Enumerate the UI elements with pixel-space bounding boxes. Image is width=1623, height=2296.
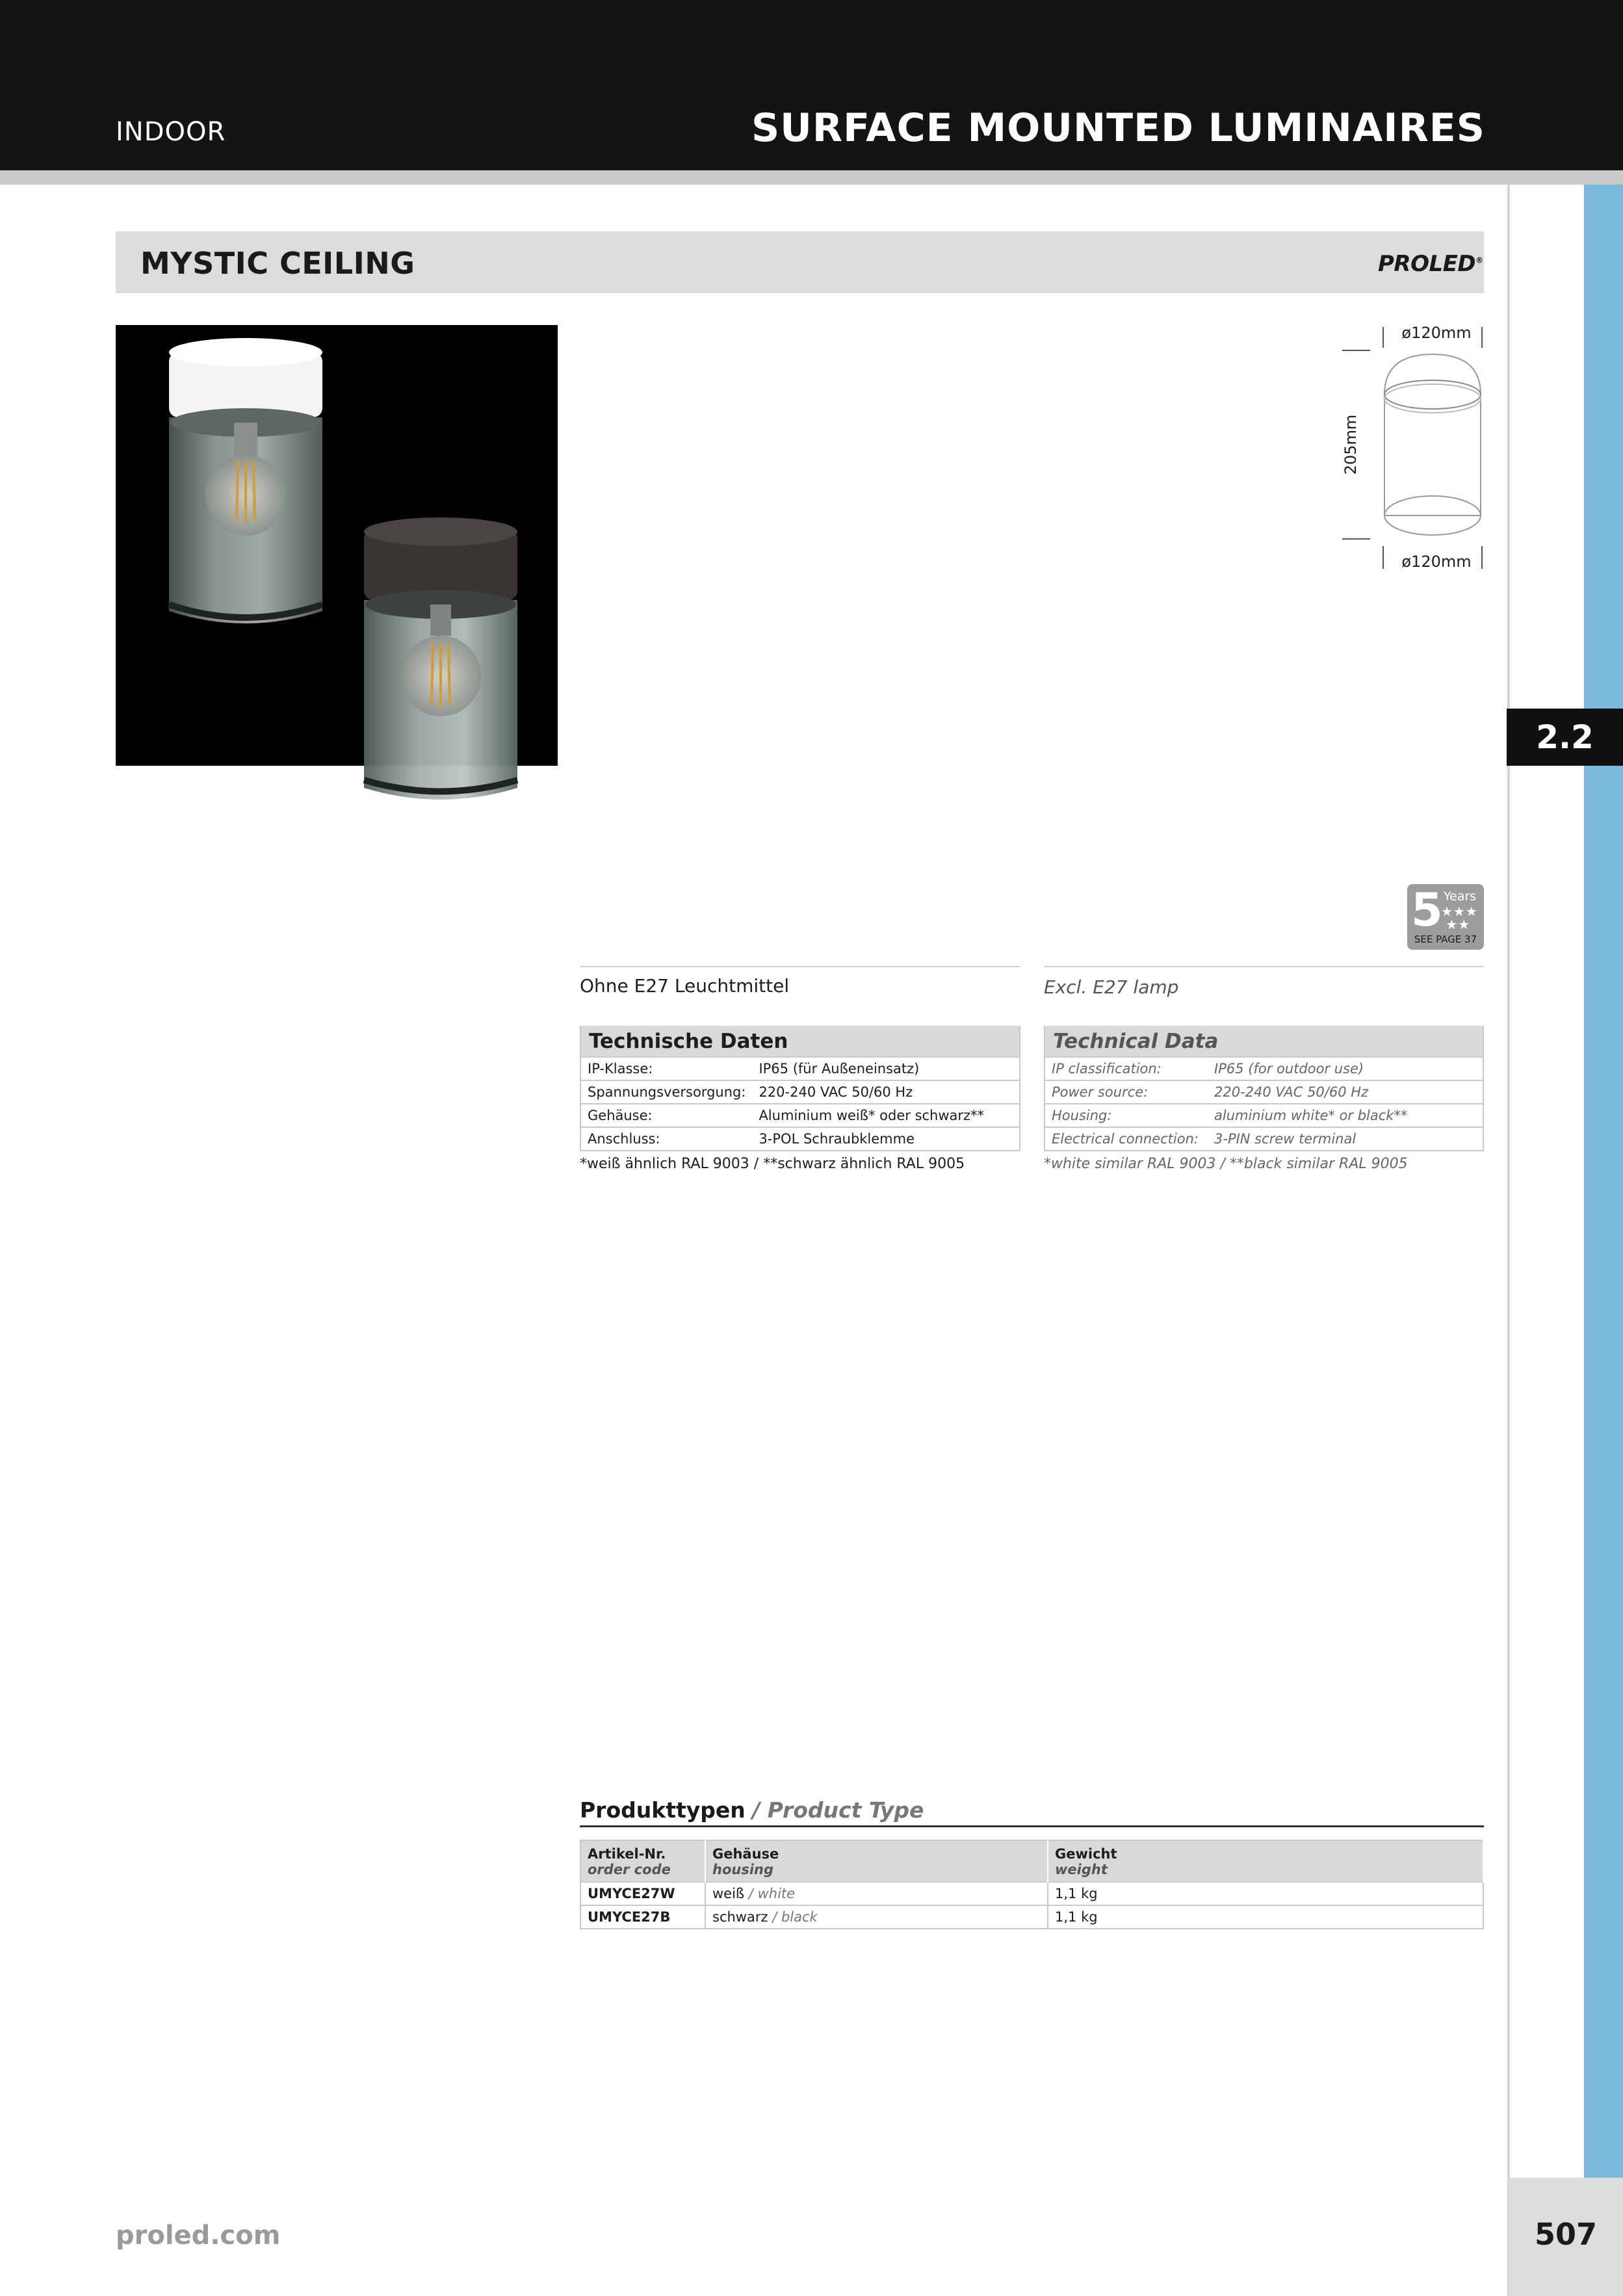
tech-key: Anschluss: xyxy=(580,1127,752,1151)
warranty-see-page: SEE PAGE 37 xyxy=(1414,933,1477,945)
housing-de: weiß xyxy=(712,1886,745,1901)
header-divider xyxy=(0,170,1623,185)
warranty-stars-icon: ★★★ ★★ xyxy=(1441,904,1478,932)
column-header-housing xyxy=(705,1840,1048,1882)
tech-heading-en: Technical Data xyxy=(1053,1029,1219,1053)
column-header-housing-en: housing xyxy=(712,1862,774,1877)
product-types-rule xyxy=(580,1825,1484,1827)
column-header-weight xyxy=(1048,1840,1483,1882)
chapter-tab[interactable]: 2.2 xyxy=(1507,709,1623,766)
table-row xyxy=(1045,1057,1483,1080)
tech-value: 3-PIN screw terminal xyxy=(1208,1127,1483,1151)
tech-value: IP65 (for outdoor use) xyxy=(1208,1057,1483,1080)
section-label: INDOOR xyxy=(116,117,226,147)
warranty-badge[interactable] xyxy=(1407,884,1484,950)
table-row xyxy=(580,1057,1020,1080)
tech-value: 220-240 VAC 50/60 Hz xyxy=(752,1080,1020,1104)
order-code: UMYCE27W xyxy=(580,1882,705,1905)
housing-cell xyxy=(705,1905,1048,1929)
product-types-heading-en: / Product Type xyxy=(752,1797,924,1823)
product-photo xyxy=(116,325,558,806)
product-title: MYSTIC CEILING xyxy=(140,246,415,281)
bottom-diameter-label: ø120mm xyxy=(1401,553,1472,571)
tech-key: Spannungsversorgung: xyxy=(580,1080,752,1104)
table-row xyxy=(580,1104,1020,1127)
footnote-de: *weiß ähnlich RAL 9003 / **schwarz ähnlich RAL 9005 xyxy=(580,1156,965,1172)
side-divider xyxy=(1507,185,1510,2296)
order-code: UMYCE27B xyxy=(580,1905,705,1929)
product-types-table xyxy=(580,1840,1484,1929)
product-types-heading-de: Produkttypen xyxy=(580,1797,746,1823)
tech-value: 3-POL Schraubklemme xyxy=(752,1127,1020,1151)
warranty-years-number: 5 xyxy=(1411,883,1443,937)
weight-cell: 1,1 kg xyxy=(1048,1882,1483,1905)
column-rule-en xyxy=(1044,966,1484,967)
housing-de: schwarz xyxy=(712,1909,768,1925)
height-label: 205mm xyxy=(1342,414,1360,475)
lamp-note-en: Excl. E27 lamp xyxy=(1044,976,1179,998)
tech-table-de xyxy=(580,1026,1020,1151)
brand-mark: ® xyxy=(1475,255,1483,265)
tech-heading-de: Technische Daten xyxy=(589,1029,788,1053)
tech-key: IP-Klasse: xyxy=(580,1057,752,1080)
column-header-code-de: Artikel-Nr. xyxy=(588,1846,666,1862)
category-title: SURFACE MOUNTED LUMINAIRES xyxy=(751,105,1485,151)
column-header-code xyxy=(580,1840,705,1882)
column-header-weight-en: weight xyxy=(1055,1862,1108,1877)
table-row[interactable] xyxy=(580,1905,1483,1929)
tech-value: IP65 (für Außeneinsatz) xyxy=(752,1057,1020,1080)
table-row xyxy=(580,1080,1020,1104)
tech-key: Housing: xyxy=(1045,1104,1208,1127)
tech-key: Electrical connection: xyxy=(1045,1127,1208,1151)
warranty-years-label: Years xyxy=(1444,889,1477,904)
footer-url[interactable]: proled.com xyxy=(116,2221,281,2250)
tech-value: Aluminium weiß* oder schwarz** xyxy=(752,1104,1020,1127)
table-row xyxy=(1045,1080,1483,1104)
tech-key: Gehäuse: xyxy=(580,1104,752,1127)
table-row xyxy=(1045,1104,1483,1127)
lamp-note-de: Ohne E27 Leuchtmittel xyxy=(580,975,790,997)
column-header-housing-de: Gehäuse xyxy=(712,1846,779,1862)
top-diameter-label: ø120mm xyxy=(1401,324,1472,342)
chapter-color-bar xyxy=(1584,185,1623,2178)
tech-value: aluminium white* or black** xyxy=(1208,1104,1483,1127)
product-types-heading xyxy=(580,1797,924,1823)
weight-cell: 1,1 kg xyxy=(1048,1905,1483,1929)
tech-key: Power source: xyxy=(1045,1080,1208,1104)
brand-logo xyxy=(1378,251,1483,277)
housing-en: / black xyxy=(772,1909,818,1925)
tech-table-en xyxy=(1044,1026,1484,1151)
table-header-row xyxy=(580,1840,1483,1882)
housing-en: / white xyxy=(748,1886,796,1901)
tech-value: 220-240 VAC 50/60 Hz xyxy=(1208,1080,1483,1104)
column-header-code-en: order code xyxy=(588,1862,671,1877)
brand-name: PROLED xyxy=(1378,251,1476,277)
page-number: 507 xyxy=(1534,2217,1598,2252)
housing-cell xyxy=(705,1882,1048,1905)
table-row xyxy=(580,1127,1020,1151)
tech-key: IP classification: xyxy=(1045,1057,1208,1080)
table-row xyxy=(1045,1127,1483,1151)
column-header-weight-de: Gewicht xyxy=(1055,1846,1117,1862)
table-row[interactable] xyxy=(580,1882,1483,1905)
column-rule-de xyxy=(580,966,1020,967)
footnote-en: *white similar RAL 9003 / **black similar RAL 9005 xyxy=(1044,1156,1408,1172)
